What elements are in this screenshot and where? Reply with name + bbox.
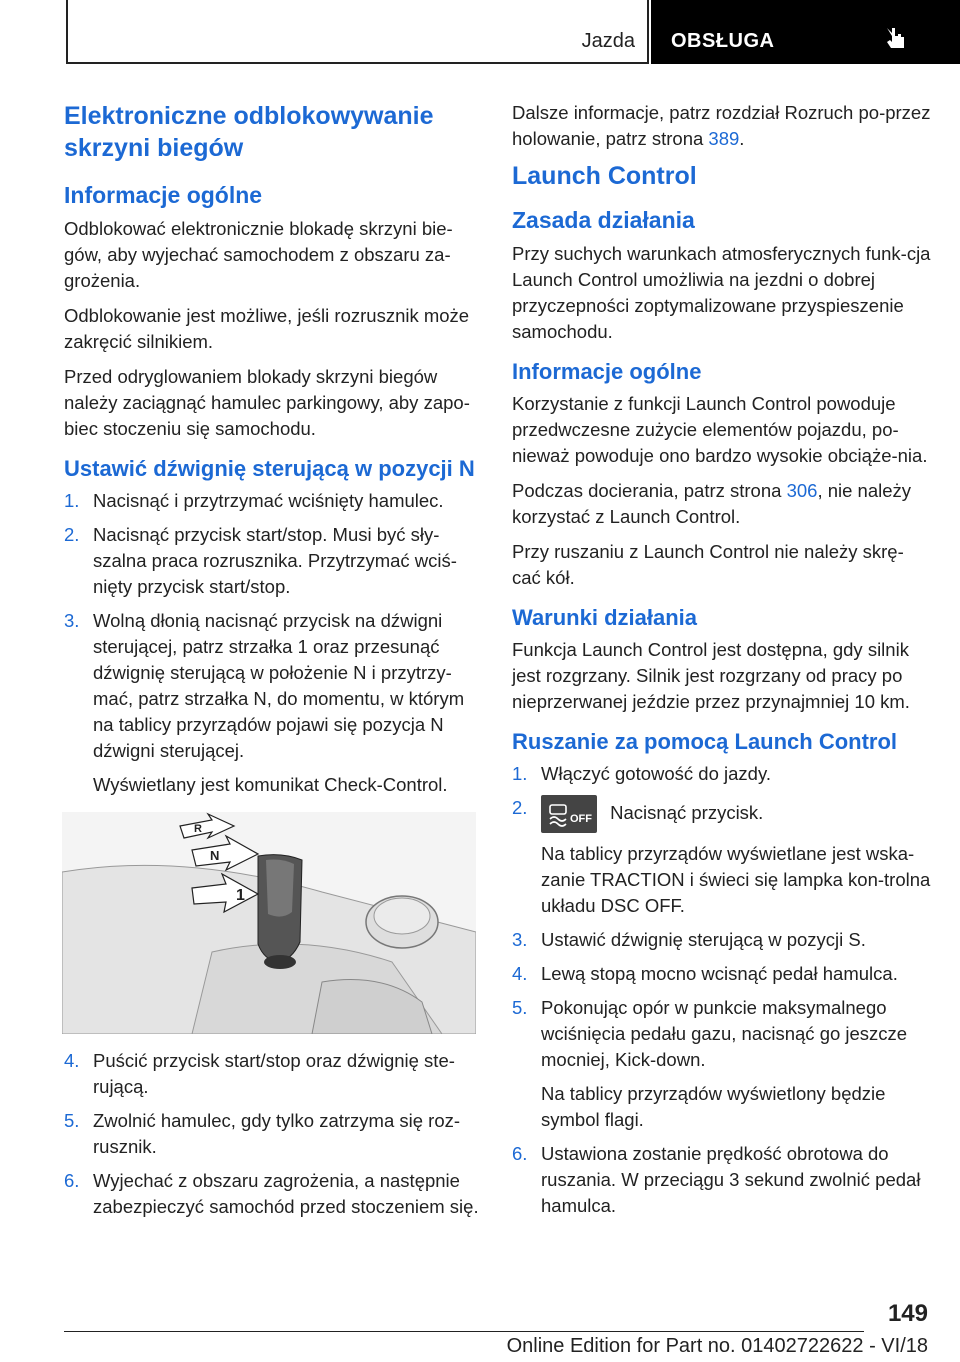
figure-label-r: R [194, 823, 202, 835]
intro-text-end: . [739, 128, 745, 149]
paragraph [512, 100, 932, 152]
step-text: Puścić przycisk start/stop oraz dźwignię ste-rującą. [93, 1050, 455, 1097]
page-link-389[interactable]: 389 [708, 128, 740, 149]
step-number: 3. [512, 929, 528, 950]
step-text: Ustawić dźwignię sterującą w pozycji S. [541, 929, 866, 950]
list-item [64, 1168, 480, 1220]
launch-steps-list [512, 761, 932, 1219]
footer-divider [64, 1331, 864, 1332]
chapter-tab-label: OBSŁUGA [671, 30, 775, 52]
step-number: 4. [64, 1050, 80, 1071]
list-item [64, 488, 480, 514]
off-label: OFF [570, 813, 592, 825]
step-text: Pokonując opór w punkcie maksymalnego wciśnięcia pedału gazu, nacisnąć go jeszcze mocniej, Kick-down. [541, 997, 908, 1070]
steps-list-continued [64, 1048, 480, 1220]
list-item [512, 995, 932, 1133]
step-text: Lewą stopą mocno wcisnąć pedał hamulca. [541, 963, 898, 984]
step-subtext: Na tablicy przyrządów wyświetlane jest wska-zanie TRACTION i świeci się lampka kon-trolna układu DSC OFF. [541, 843, 931, 916]
step-text: Wolną dłonią nacisnąć przycisk na dźwigni sterującej, patrz strzałka 1 oraz przesunąć dźwignię sterującą w położenie N i przytrzy-mać, patrz strzałka N, do momentu, w którym na tablicy przyrządów pojawi się pozycja N dźwigni sterującej. [93, 610, 465, 761]
step-number: 5. [512, 997, 528, 1018]
step-number: 1. [64, 490, 80, 511]
gear-lever-drawing [62, 812, 476, 1034]
page-header [66, 0, 960, 64]
list-item [512, 795, 932, 919]
paragraph: Przed odryglowaniem blokady skrzyni biegów należy zaciągnąć hamulec parkingowy, aby zapo-biec stoczeniu się samochodu. [64, 366, 470, 439]
edition-footer: Online Edition for Part no. 01402722622 - VI/18 [506, 1335, 928, 1357]
list-item [64, 1108, 480, 1160]
page-link-306[interactable]: 306 [786, 480, 818, 501]
list-item [64, 1048, 480, 1100]
section-title: Elektroniczne odblokowywanie skrzyni biegów [64, 102, 434, 162]
section-tab-label: Jazda [581, 30, 635, 52]
gear-lever-illustration [62, 812, 476, 1034]
start-heading: Ruszanie za pomocą Launch Control [512, 729, 898, 754]
step-number: 5. [64, 1110, 80, 1131]
paragraph: Przy ruszaniu z Launch Control nie należy skrę-cać kół. [512, 541, 904, 588]
figure-label-n: N [210, 848, 220, 863]
conditions-heading: Warunki działania [512, 605, 698, 630]
list-item [64, 522, 480, 600]
left-column [64, 100, 480, 1228]
step-text: Włączyć gotowość do jazdy. [541, 763, 771, 784]
general-info-heading: Informacje ogólne [512, 359, 702, 384]
paragraph: Przy suchych warunkach atmosferycznych funk-cja Launch Control umożliwia na jezdni o dobrej przyczepności zoptymalizowane przyspieszenie samochodu. [512, 243, 931, 342]
list-item [512, 927, 932, 953]
step-text: Nacisnąć przycisk start/stop. Musi być sły-szalna praca rozrusznika. Przytrzymać wciś-nięty przycisk start/stop. [93, 524, 457, 597]
step-number: 2. [64, 524, 80, 545]
paragraph: Odblokować elektronicznie blokadę skrzyni bie-gów, aby wyjechać samochodem z obszaru za-grożenia. [64, 218, 453, 291]
paragraph: Funkcja Launch Control jest dostępna, gdy silnik jest rozgrzany. Silnik jest rozgrzany od pracy po nieprzerwanej jeździe przez przynajmniej 10 km. [512, 639, 910, 712]
intro-text: Dalsze informacje, patrz rozdział Rozruch po-przez holowanie, patrz strona [512, 102, 931, 149]
list-item [512, 961, 932, 987]
page-number: 149 [887, 1300, 928, 1327]
paragraph: Odblokowanie jest możliwe, jeśli rozrusznik może zakręcić silnikiem. [64, 305, 470, 352]
paragraph: Korzystanie z funkcji Launch Control powoduje przedwczesne zużycie elementów pojazdu, po-nieważ powoduje ono bardzo wysokie obciąże-nia. [512, 393, 928, 466]
step-number: 4. [512, 963, 528, 984]
list-item [64, 608, 480, 798]
step-number: 6. [512, 1143, 528, 1164]
step-text: Zwolnić hamulec, gdy tylko zatrzyma się roz-rusznik. [93, 1110, 461, 1157]
step-number: 1. [512, 763, 528, 784]
right-column [512, 100, 932, 1227]
subheading-lever-n: Ustawić dźwignię sterującą w pozycji N [64, 456, 475, 481]
steps-list [64, 488, 480, 798]
step-text: Nacisnąć przycisk. [610, 801, 764, 823]
dsc-off-button-icon [541, 795, 597, 833]
chapter-tab [651, 0, 960, 64]
principle-heading: Zasada działania [512, 207, 695, 233]
paragraph [512, 478, 932, 530]
general-info-heading: Informacje ogólne [64, 182, 263, 208]
step-subtext: Na tablicy przyrządów wyświetlony będzie symbol flagi. [541, 1083, 886, 1130]
step-text: Nacisnąć i przytrzymać wciśnięty hamulec. [93, 490, 444, 511]
step-number: 6. [64, 1170, 80, 1191]
pointing-hand-icon [881, 24, 909, 52]
list-item [512, 1141, 932, 1219]
figure-label-1: 1 [236, 887, 245, 904]
text: Podczas docierania, patrz strona [512, 480, 787, 501]
text: , nie należy korzystać z Launch Control. [512, 480, 912, 527]
list-item [512, 761, 932, 787]
step-subtext: Wyświetlany jest komunikat Check-Control. [93, 774, 448, 795]
step-text: Wyjechać z obszaru zagrożenia, a następnie zabezpieczyć samochód przed stoczeniem się. [93, 1170, 479, 1217]
step-text: Ustawiona zostanie prędkość obrotowa do ruszania. W przeciągu 3 sekund zwolnić pedał hamulca. [541, 1143, 921, 1216]
step-number: 2. [512, 797, 528, 818]
step-number: 3. [64, 610, 80, 631]
section-tab [66, 0, 649, 64]
launch-control-title: Launch Control [512, 162, 697, 190]
